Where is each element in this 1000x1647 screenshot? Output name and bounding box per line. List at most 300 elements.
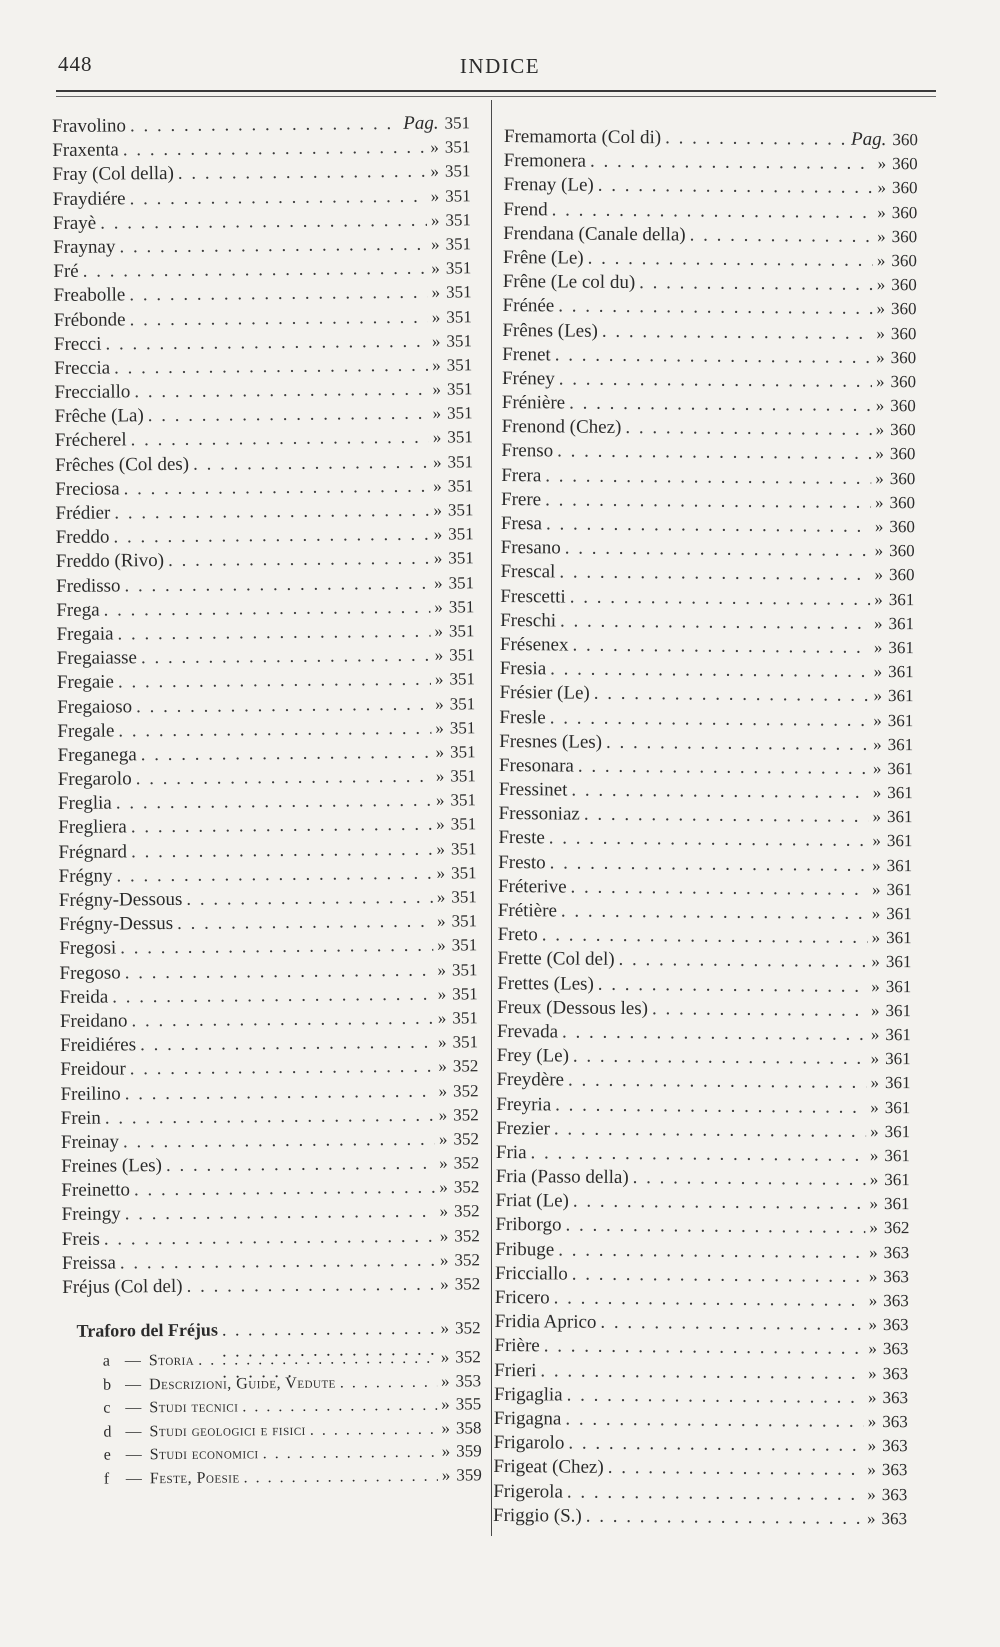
page-number: 361 (888, 662, 914, 682)
index-entry (62, 1225, 480, 1253)
leader-dots (125, 1080, 435, 1105)
ditto-mark: » (436, 863, 446, 883)
page-number: 351 (444, 137, 471, 157)
page-number: 362 (883, 1218, 910, 1238)
ditto-mark: » (869, 1194, 879, 1214)
em-dash: — (124, 1375, 142, 1394)
index-entry (493, 1480, 907, 1507)
page-number: 360 (889, 492, 916, 513)
leader-dots (619, 949, 868, 973)
page-number: 352 (455, 1318, 481, 1338)
ditto-mark: » (434, 621, 444, 641)
entry-page-ref (875, 469, 915, 489)
leader-dots (131, 1008, 434, 1033)
entry-page-ref (435, 645, 475, 665)
page-number: 351 (451, 887, 477, 907)
entry-page-ref (433, 476, 473, 496)
leader-dots (690, 224, 874, 247)
leader-dots (546, 513, 871, 538)
sub-label: Studi geologici e fisici (149, 1421, 306, 1440)
leader-dots (114, 355, 428, 380)
ditto-mark: » (867, 1484, 876, 1504)
pag-label: Pag. (850, 128, 887, 151)
ditto-mark: » (876, 250, 886, 270)
entry-page-ref (867, 1460, 907, 1480)
page-number: 363 (882, 1387, 909, 1407)
leader-dots (129, 282, 427, 307)
ditto-mark: » (875, 444, 885, 464)
entry-page-ref (873, 686, 913, 706)
entry-page-ref (868, 1339, 908, 1359)
index-entry (501, 489, 915, 516)
entry-page-ref (871, 952, 911, 972)
index-entry (55, 427, 473, 455)
entry-name: Fréterive (497, 875, 567, 898)
entry-page-ref (874, 662, 914, 682)
ditto-mark: » (871, 976, 880, 996)
leader-dots (118, 669, 431, 694)
entry-page-ref (434, 549, 474, 569)
leader-dots (186, 1274, 436, 1298)
page-number: 351 (450, 814, 477, 834)
leader-dots (633, 1167, 866, 1191)
entry-name: Fricero (494, 1286, 550, 1309)
leader-dots (166, 1153, 435, 1177)
entry-page-ref (876, 323, 916, 343)
sub-letter: a (102, 1352, 111, 1370)
ditto-mark: » (439, 1250, 449, 1270)
entry-name: Freinay (60, 1131, 120, 1153)
entry-name: Frecciallo (54, 381, 131, 404)
ditto-mark: » (439, 1177, 448, 1197)
leader-dots (571, 780, 869, 804)
leader-dots (105, 1104, 435, 1129)
entry-page-ref (876, 420, 916, 440)
index-entry (56, 596, 474, 624)
sub-page-ref (441, 1394, 481, 1414)
index-entry (503, 247, 917, 274)
entry-name: Frettes (Les) (497, 972, 594, 995)
entry-name: Fréney (501, 367, 555, 390)
entry-name: Frénée (502, 295, 555, 317)
entry-name: Fregaioso (57, 695, 133, 718)
entry-name: Frigerola (493, 1480, 564, 1503)
leader-dots (558, 296, 872, 320)
ditto-mark: » (431, 258, 440, 278)
page-number: 352 (454, 1274, 481, 1294)
index-entry (53, 233, 471, 261)
ditto-mark: » (436, 815, 445, 835)
column-divider (491, 100, 492, 1536)
ditto-mark: » (867, 1387, 877, 1407)
index-entry (499, 706, 913, 733)
entry-page-ref (439, 1178, 479, 1198)
page-header (0, 48, 1000, 88)
entry-page-ref (431, 186, 471, 206)
index-entry (502, 392, 916, 419)
page-number: 360 (891, 202, 918, 222)
page-number: 363 (883, 1266, 910, 1287)
entry-page-ref (874, 565, 914, 585)
section-sub-entry (64, 1465, 482, 1492)
page-number: 351 (448, 524, 474, 544)
entry-page-ref (437, 912, 477, 932)
leader-dots (129, 306, 427, 331)
entry-page-ref (438, 1057, 478, 1077)
entry-name: Frigagna (493, 1407, 562, 1430)
ditto-mark: » (432, 379, 441, 399)
leader-dots (559, 368, 872, 392)
entry-page-ref (872, 928, 912, 948)
ditto-mark: » (434, 573, 443, 593)
leader-dots (558, 1239, 865, 1263)
index-entry (500, 586, 914, 613)
ditto-mark: » (436, 911, 446, 931)
entry-page-ref (871, 1001, 911, 1021)
index-entry (500, 561, 914, 588)
page-number: 352 (453, 1129, 480, 1149)
pag-label: Pag. (403, 112, 439, 134)
entry-name: Freddo (Rivo) (55, 550, 165, 573)
index-entry (60, 983, 478, 1011)
ditto-mark: » (437, 935, 446, 956)
entry-name: Frécherel (54, 429, 127, 452)
ditto-mark: » (436, 839, 445, 859)
leader-dots (340, 1373, 437, 1392)
entry-name: Fregarolo (57, 768, 132, 791)
entry-name: Fresa (500, 512, 543, 535)
index-entry (501, 440, 915, 467)
ditto-mark: » (438, 1032, 447, 1052)
ditto-mark: » (875, 468, 884, 488)
ditto-mark: » (431, 331, 441, 351)
index-entry (497, 973, 911, 1000)
leader-dots (83, 258, 428, 283)
page-number: 351 (449, 693, 476, 714)
entry-page-ref (437, 863, 477, 883)
page-number: 351 (446, 331, 473, 351)
entry-name: Frescal (500, 561, 556, 583)
entry-name: Frésenex (499, 633, 569, 656)
leader-dots (130, 1056, 435, 1081)
page-number: 360 (891, 275, 917, 295)
leader-dots (568, 1070, 867, 1094)
index-entry (55, 499, 473, 527)
leader-dots (310, 1420, 438, 1439)
entry-name: Freddo (55, 526, 110, 549)
page-number: 360 (889, 444, 916, 464)
ditto-mark: » (867, 1411, 877, 1431)
page-number: 361 (887, 783, 913, 803)
ditto-mark: » (435, 694, 444, 714)
entry-name: Fregaia (56, 623, 114, 645)
ditto-mark: » (439, 1153, 448, 1173)
entry-name: Frêches (Col des) (54, 453, 190, 476)
entry-page-ref (432, 331, 472, 351)
ditto-mark: » (877, 154, 887, 174)
leader-dots (588, 248, 873, 272)
entry-page-ref (435, 670, 475, 690)
page-number: 361 (888, 637, 914, 658)
page-number: 360 (891, 226, 918, 246)
entry-name: Fréjus (Col del) (62, 1275, 183, 1298)
index-entry (496, 1166, 910, 1193)
index-entry (498, 924, 912, 951)
ditto-mark: » (869, 1169, 879, 1190)
leader-dots (545, 465, 871, 490)
ditto-mark: » (440, 1274, 449, 1294)
leader-dots (572, 634, 870, 658)
ditto-mark: » (874, 541, 884, 561)
leader-dots (542, 925, 868, 950)
index-entry (61, 1104, 479, 1132)
entry-name: Fria (Passo della) (495, 1166, 629, 1189)
leader-dots (639, 272, 873, 296)
entry-page-ref (876, 372, 916, 392)
entry-name: Frênes (Les) (502, 319, 598, 342)
ditto-mark: » (872, 782, 882, 803)
page-number: 361 (884, 1097, 911, 1117)
entry-page-ref (875, 493, 915, 513)
index-entry (59, 886, 477, 914)
entry-page-ref (871, 1049, 911, 1069)
index-entry (497, 997, 911, 1024)
index-entry (500, 610, 914, 637)
entry-name: Fraynay (53, 236, 116, 258)
page-number: 351 (447, 403, 473, 423)
index-entry (58, 790, 476, 818)
entry-page-ref (874, 638, 914, 658)
leader-dots (193, 451, 429, 475)
index-entry (57, 717, 475, 745)
leader-dots (119, 234, 427, 259)
ditto-mark: » (436, 887, 446, 907)
em-dash: — (125, 1446, 142, 1464)
ditto-mark: » (438, 1105, 448, 1125)
entry-name: Frega (56, 599, 100, 621)
sub-page-ref (441, 1371, 481, 1391)
ditto-mark: » (873, 662, 883, 682)
leader-dots (572, 1263, 865, 1287)
entry-name: Fraxenta (52, 139, 119, 162)
entry-name: Frigarolo (493, 1432, 565, 1454)
page-number: 360 (890, 371, 917, 392)
entry-page-ref (872, 856, 912, 876)
ditto-mark: » (867, 1460, 877, 1480)
ditto-mark: » (431, 234, 440, 254)
index-entry (502, 416, 916, 443)
ditto-mark: » (441, 1465, 451, 1485)
entry-page-ref (433, 428, 473, 448)
page-number: 363 (883, 1291, 909, 1311)
index-entry (500, 634, 914, 661)
leader-dots (625, 417, 871, 441)
leader-dots (550, 852, 869, 877)
page-number: 360 (889, 517, 915, 537)
em-dash: — (124, 1352, 141, 1370)
index-entry (499, 755, 913, 782)
entry-name: Frenay (Le) (503, 174, 594, 197)
entry-page-ref (874, 589, 914, 609)
entry-page-ref (877, 251, 917, 271)
entry-name: Fravolino (52, 115, 127, 137)
index-entry (60, 1056, 478, 1084)
page-number: 360 (890, 347, 917, 367)
entry-page-ref (431, 283, 471, 303)
entry-name: Frein (60, 1107, 101, 1129)
ditto-mark: » (875, 420, 885, 440)
entry-name: Freidiéres (60, 1034, 137, 1057)
page-number: 351 (445, 210, 472, 230)
ditto-mark: » (430, 162, 440, 182)
entry-name: Fré (53, 260, 79, 283)
entry-page-ref (403, 112, 470, 135)
page-number: 351 (448, 597, 475, 617)
ditto-mark: » (430, 186, 440, 206)
leader-dots (112, 983, 434, 1008)
entry-name: Frieri (494, 1359, 537, 1381)
index-entry (493, 1505, 907, 1532)
ditto-mark: » (873, 710, 882, 730)
page-number: 363 (882, 1411, 908, 1432)
entry-page-ref (433, 500, 473, 520)
entry-name: Frégny-Dessous (58, 888, 183, 911)
ditto-mark: » (875, 371, 885, 391)
entry-page-ref (869, 1291, 909, 1311)
ditto-mark: » (438, 1081, 448, 1101)
entry-page-ref (436, 839, 476, 859)
leader-dots (168, 548, 430, 572)
index-entry (53, 185, 471, 213)
entry-page-ref (877, 275, 917, 295)
entry-page-ref (436, 766, 476, 786)
leader-dots (573, 1191, 866, 1215)
page-number: 352 (454, 1225, 480, 1246)
entry-name: Fresle (499, 706, 546, 728)
entry-name: Frésier (Le) (499, 682, 590, 705)
page-number: 448 (58, 52, 93, 76)
leader-dots (124, 572, 430, 597)
ditto-mark: » (869, 1242, 878, 1262)
entry-page-ref (439, 1105, 479, 1125)
entry-name: Freste (498, 827, 545, 849)
index-entry (500, 658, 914, 685)
leader-dots (141, 645, 431, 670)
index-entry (499, 731, 913, 758)
page-number: 359 (456, 1464, 482, 1485)
entry-name: Freydère (496, 1069, 565, 1091)
ditto-mark: » (874, 565, 884, 585)
page-number: 361 (886, 855, 913, 875)
entry-name: Frêne (Le) (502, 246, 584, 269)
ditto-mark: » (875, 395, 885, 416)
page-number: 351 (450, 790, 477, 810)
leader-dots (571, 876, 869, 900)
index-entry (495, 1287, 909, 1314)
leader-dots (129, 185, 426, 210)
ditto-mark: » (870, 1049, 880, 1069)
entry-name: Frezier (496, 1117, 551, 1140)
index-entry (495, 1214, 909, 1241)
entry-name: Frecci (53, 333, 102, 355)
page-number: 351 (450, 766, 476, 786)
ditto-mark: » (871, 879, 881, 899)
sub-label: Descrizioni, Guide, Vedute (148, 1374, 336, 1393)
entry-page-ref (876, 396, 916, 416)
entry-page-ref (869, 1315, 909, 1335)
index-entry (498, 827, 912, 854)
entry-name: Frigaglia (493, 1383, 563, 1406)
entry-page-ref (430, 162, 470, 182)
sub-letter: b (102, 1376, 112, 1394)
running-title: INDICE (459, 54, 541, 78)
leader-dots (549, 828, 869, 853)
index-entry (499, 779, 913, 806)
ditto-mark: » (433, 476, 442, 496)
entry-name: Frere (500, 488, 542, 511)
leader-dots (186, 887, 433, 911)
entry-page-ref (868, 1388, 908, 1408)
ditto-mark: » (435, 766, 445, 786)
entry-page-ref (439, 1202, 479, 1222)
page-number: 351 (451, 935, 478, 955)
page-number: 351 (449, 742, 476, 762)
index-entry (60, 1031, 478, 1059)
ditto-mark: » (439, 1202, 449, 1222)
entry-page-ref (870, 1146, 910, 1166)
leader-dots (550, 707, 870, 732)
index-entry (494, 1335, 908, 1362)
index-entry (498, 876, 912, 903)
leader-dots (540, 1360, 864, 1385)
ditto-mark: » (867, 1436, 877, 1456)
index-entry (499, 682, 913, 709)
index-entry (501, 537, 915, 564)
entry-name: Frêche (La) (54, 405, 144, 428)
ditto-mark: » (874, 589, 883, 609)
index-entry (61, 1201, 479, 1229)
leader-dots (116, 790, 432, 815)
entry-page-ref (430, 138, 470, 158)
entry-page-ref (877, 178, 917, 198)
page-number: 351 (445, 282, 472, 302)
leader-dots (573, 1046, 867, 1070)
entry-page-ref (440, 1226, 480, 1246)
page-number: 361 (885, 1024, 911, 1045)
leader-dots (567, 1481, 864, 1505)
page-number: 363 (883, 1315, 909, 1335)
page-number: 363 (882, 1363, 909, 1383)
entry-name: Fremonera (503, 150, 587, 172)
index-entry (54, 378, 472, 406)
ditto-mark: » (441, 1418, 451, 1438)
leader-dots (652, 998, 867, 1022)
index-entry (494, 1408, 908, 1435)
entry-page-ref (439, 1153, 479, 1173)
index-entry (502, 319, 916, 346)
ditto-mark: » (439, 1226, 449, 1246)
leader-dots (136, 693, 431, 718)
leader-dots (544, 1336, 865, 1361)
index-entry (52, 112, 470, 140)
leader-dots (600, 1312, 864, 1336)
index-entry (53, 209, 471, 237)
index-entry (494, 1432, 908, 1459)
entry-name: Freyria (496, 1093, 552, 1115)
entry-page-ref (437, 887, 477, 907)
leader-dots (100, 209, 427, 234)
page-number: 361 (888, 589, 915, 609)
